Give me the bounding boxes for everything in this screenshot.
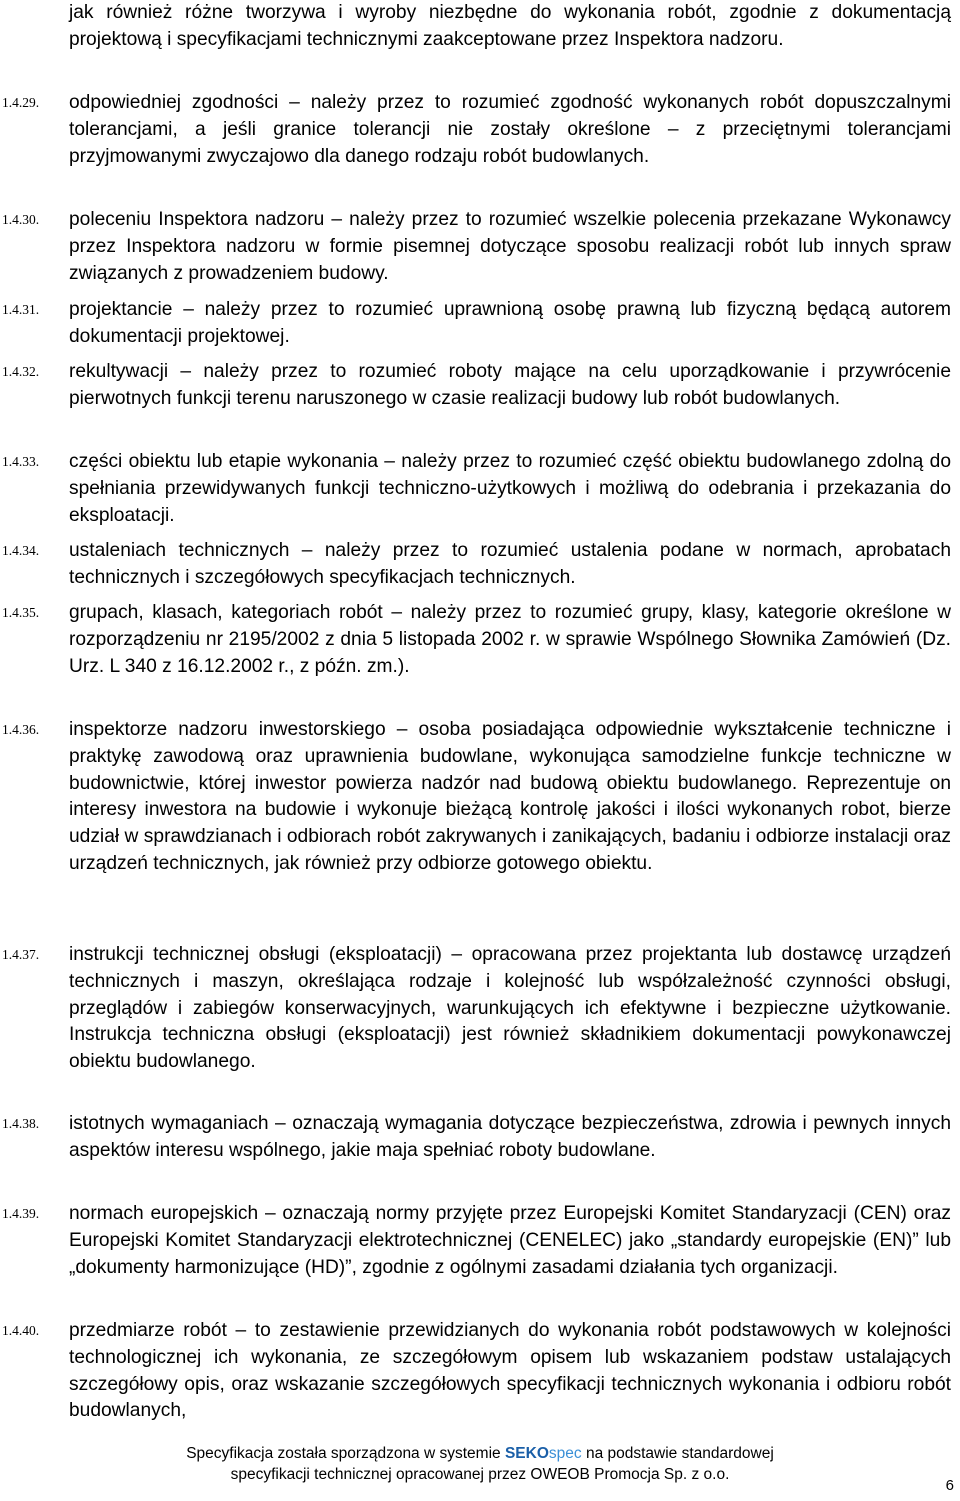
footer-prefix: Specyfikacja została sporządzona w systemie <box>186 1445 501 1462</box>
item-text: grupach, klasach, kategoriach robót – należy przez to rozumieć grupy, klasy, kategorie określone w rozporządzeniu nr 2195/2002 z dnia 5 listopada 2002 r. w sprawie Wspólnego Słownika Zamówień (Dz. Urz. L 340 z 16.12.2002 r., z późn. zm.). <box>69 602 951 677</box>
item-text: rekultywacji – należy przez to rozumieć roboty mające na celu uporządkowanie i przywrócenie pierwotnych funkcji terenu naruszonego w czasie realizacji budowy lub robót budowlanych. <box>69 361 951 409</box>
item-number: 1.4.38. <box>2 1116 40 1131</box>
item-number: 1.4.31. <box>2 302 40 317</box>
item-number: 1.4.39. <box>2 1206 40 1221</box>
item-number: 1.4.34. <box>2 543 40 558</box>
item-text: inspektorze nadzoru inwestorskiego – osoba posiadająca odpowiednie wykształcenie techniczne i praktykę zawodową oraz uprawnienia budowlane, wykonująca samodzielne funkcje techniczne w budownictwie, której inwestor powierza nadzór nad budową obiektu budowlanego. Reprezentuje on interesy inwestora na budowie i wykonuje bieżącą kontrolę jakości i ilości wykonanych robot, bierze udział w sprawdzianach i odbiorach robót zakrywanych i zanikających, badaniu i odbiorze instalacji oraz urządzeń technicznych, jak również przy odbiorze gotowego obiektu. <box>69 719 951 874</box>
sekospec-logo: SEKOspec <box>504 1445 582 1462</box>
item-number: 1.4.29. <box>2 95 40 110</box>
page-number: 6 <box>945 1477 954 1494</box>
item-text: poleceniu Inspektora nadzoru – należy przez to rozumieć wszelkie polecenia przekazane Wykonawcy przez Inspektora nadzoru w formie pisemnej dotyczące sposobu realizacji robót lub innych spraw związanych z prowadzeniem budowy. <box>69 209 951 284</box>
item-text: części obiektu lub etapie wykonania – należy przez to rozumieć część obiektu budowlanego zdolną do spełniania przewidywanych funkcji techniczno-użytkowych i możliwą do odebrania i przekazania do eksploatacji. <box>69 451 951 526</box>
item-text: istotnych wymaganiach – oznaczają wymagania dotyczące bezpieczeństwa, zdrowia i pewnych innych aspektów interesu wspólnego, jakie maja spełniać roboty budowlane. <box>69 1113 951 1161</box>
item-text: odpowiedniej zgodności – należy przez to rozumieć zgodność wykonanych robót dopuszczalnymi tolerancjami, a jeśli granice tolerancji nie zostały określone – z przeciętnymi tolerancjami przyjmowanymi zwyczajowo dla danego rodzaju robót budowlanych. <box>69 92 951 167</box>
item-number: 1.4.35. <box>2 605 40 620</box>
item-text: przedmiarze robót – to zestawienie przewidzianych do wykonania robót podstawowych w kolejności technologicznej ich wykonania, ze szczegółowym opisem lub wskazaniem podstaw ustalających szczegółowy opis, oraz wskazanie szczegółowych specyfikacji technicznych wykonania i odbioru robót budowlanych, <box>69 1320 951 1422</box>
item-text: jak również różne tworzywa i wyroby niezbędne do wykonania robót, zgodnie z dokumentacją projektową i specyfikacjami technicznymi zaakceptowane przez Inspektora nadzoru. <box>69 2 951 50</box>
item-text: normach europejskich – oznaczają normy przyjęte przez Europejski Komitet Standaryzacji (CEN) oraz Europejski Komitet Standaryzacji elektrotechnicznej (CENELEC) jako „standardy europejskie (EN)” lub „dokumenty harmonizujące (HD)”, zgodnie z ogólnymi zasadami działania tych organizacji. <box>69 1203 951 1278</box>
item-number: 1.4.40. <box>2 1323 40 1338</box>
footer-line-1 <box>0 1443 960 1464</box>
item-text: instrukcji technicznej obsługi (eksploatacji) – opracowana przez projektanta lub dostawcę urządzeń technicznych i maszyn, określająca rodzaje i kolejność lub współzależność czynności obsługi, przeglądów i zabiegów konserwacyjnych, warunkujących ich efektywne i bezpieczne użytkowanie. Instrukcja techniczna obsługi (eksploatacji) jest również składnikiem dokumentacji powykonawczej obiektu budowlanego. <box>69 944 951 1073</box>
footer-suffix: na podstawie standardowej <box>585 1445 774 1462</box>
item-number: 1.4.30. <box>2 212 40 227</box>
item-number: 1.4.37. <box>2 947 40 962</box>
item-number: 1.4.33. <box>2 454 40 469</box>
item-number: 1.4.32. <box>2 364 40 379</box>
item-text: projektancie – należy przez to rozumieć uprawnioną osobę prawną lub fizyczną będącą autorem dokumentacji projektowej. <box>69 299 951 347</box>
footer-line-2: specyfikacji technicznej opracowanej przez OWEOB Promocja Sp. z o.o. <box>230 1466 730 1483</box>
item-number: 1.4.36. <box>2 722 40 737</box>
page-footer <box>0 1443 960 1485</box>
item-text: ustaleniach technicznych – należy przez to rozumieć ustalenia podane w normach, aprobatach technicznych i szczegółowych specyfikacjach technicznych. <box>69 540 951 588</box>
